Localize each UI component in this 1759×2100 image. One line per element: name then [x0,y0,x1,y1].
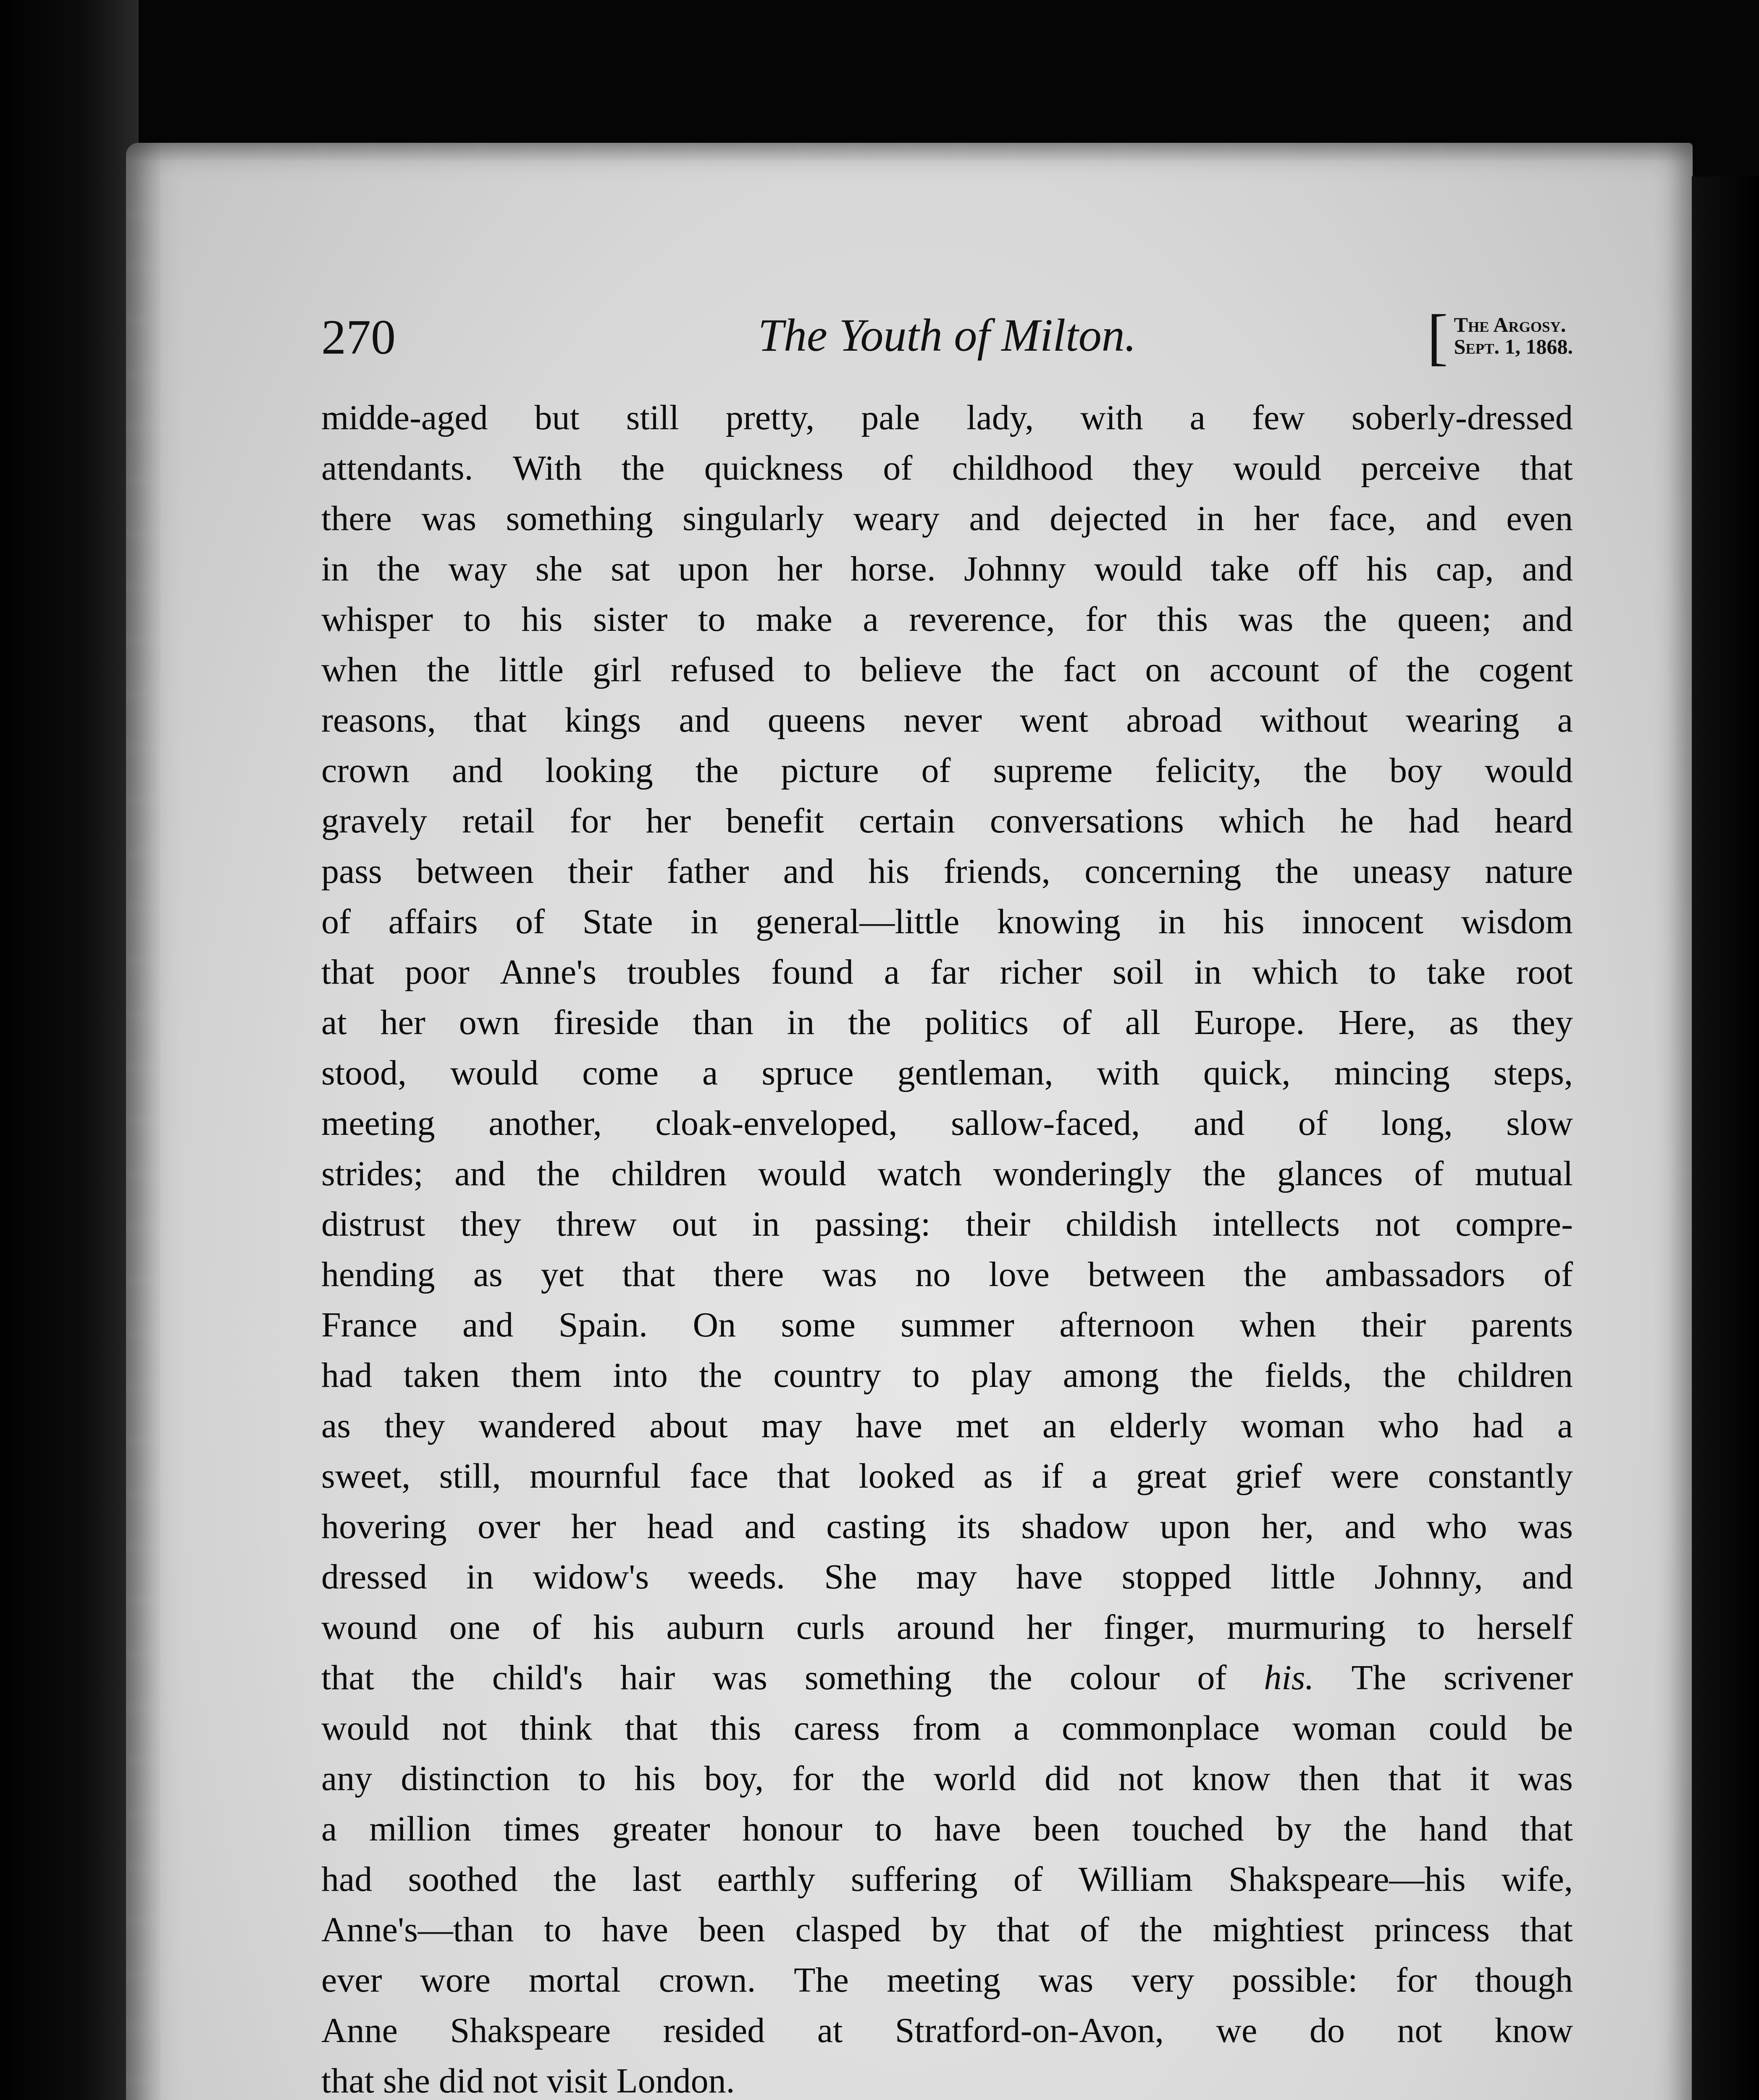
text-line: hovering over her head and casting its shadow upon her, and who was [321,1507,1573,1546]
text-line: that the child's hair was something the colour of his. The scrivener [321,1658,1573,1697]
text-line: whisper to his sister to make a reverence, for this was the queen; and [321,600,1573,639]
text-line: pass between their father and his friends, concerning the uneasy nature [321,852,1573,891]
text-line: France and Spain. On some summer afternoon when their parents [321,1305,1573,1344]
text-line: attendants. With the quickness of childhood they would perceive that [321,449,1573,488]
journal-reference [1427,302,1573,372]
text-line: would not think that this caress from a commonplace woman could be [321,1709,1573,1748]
page-edge-shadow [1692,176,1759,2100]
text-line: of affairs of State in general—little knowing in his innocent wisdom [321,902,1573,941]
bracket-glyph: [ [1427,302,1448,372]
text-line: crown and looking the picture of supreme felicity, the boy would [321,751,1573,790]
text-line: that poor Anne's troubles found a far richer soil in which to take root [321,953,1573,992]
text-line: had soothed the last earthly suffering of William Shakspeare—his wife, [321,1860,1573,1899]
text-line: that she did not visit London. [321,2061,735,2100]
text-line: at her own fireside than in the politics of all Europe. Here, as they [321,1003,1573,1042]
text-line: sweet, still, mournful face that looked as if a great grief were constantly [321,1457,1573,1496]
text-line: reasons, that kings and queens never went abroad without wearing a [321,701,1573,740]
text-line: a million times greater honour to have been touched by the hand that [321,1809,1573,1848]
text-line: meeting another, cloak-enveloped, sallow-faced, and of long, slow [321,1104,1573,1143]
journal-date: Sept. 1, 1868. [1454,335,1573,358]
text-line: dressed in widow's weeds. She may have stopped little Johnny, and [321,1557,1573,1596]
text-line: distrust they threw out in passing: their childish intellects not compre- [321,1205,1573,1244]
body-text [321,393,1573,2100]
text-line: midde-aged but still pretty, pale lady, with a few soberly-dressed [321,398,1573,437]
page-number: 270 [321,310,396,365]
text-line: strides; and the children would watch wonderingly the glances of mutual [321,1154,1573,1193]
text-line: wound one of his auburn curls around her finger, murmuring to herself [321,1608,1573,1647]
text-line: when the little girl refused to believe the fact on account of the cogent [321,650,1573,689]
journal-name: The Argosy. [1454,313,1566,336]
text-line: hending as yet that there was no love between the ambassadors of [321,1255,1573,1294]
book-spine-shadow [0,0,139,2100]
text-line: as they wandered about may have met an elderly woman who had a [321,1406,1573,1445]
text-line: any distinction to his boy, for the world did not know then that it was [321,1759,1573,1798]
text-line: gravely retail for her benefit certain conversations which he had heard [321,801,1573,840]
text-line: Anne's—than to have been clasped by that of the mightiest princess that [321,1910,1573,1949]
text-line: ever wore mortal crown. The meeting was very possible: for though [321,1961,1573,2000]
running-title: The Youth of Milton. [758,310,1137,361]
text-line: had taken them into the country to play among the fields, the children [321,1356,1573,1395]
text-line: Anne Shakspeare resided at Stratford-on-Avon, we do not know [321,2011,1573,2050]
text-line: in the way she sat upon her horse. Johnny would take off his cap, and [321,549,1573,588]
running-header [321,302,1573,376]
text-line: stood, would come a spruce gentleman, with quick, mincing steps, [321,1053,1573,1092]
text-line: there was something singularly weary and dejected in her face, and even [321,499,1573,538]
